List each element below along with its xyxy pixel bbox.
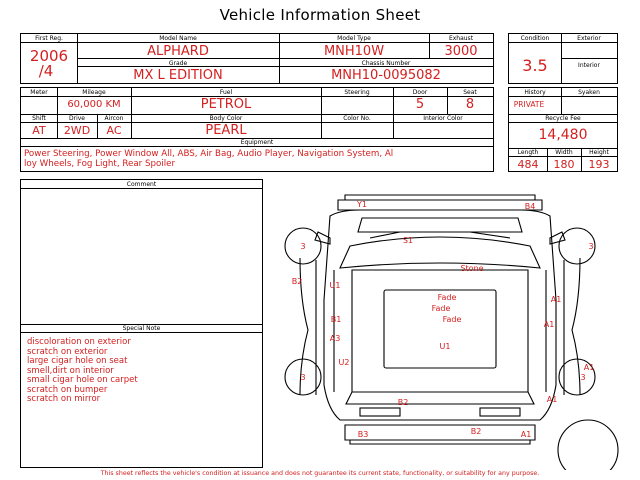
mark-wheel-rl: 3 — [300, 373, 306, 382]
comment-label: Comment — [126, 181, 157, 188]
special-note-item: scratch on bumper — [27, 384, 108, 395]
exhaust-label: Exhaust — [448, 35, 474, 42]
mark-a3: A3 — [329, 334, 341, 343]
car-damage-diagram — [268, 190, 620, 470]
recycle-label: Recycle Fee — [545, 115, 581, 122]
equipment-line-1: Power Steering, Power Window All, ABS, Air Bag, Audio Player, Navigation System, Al — [24, 149, 394, 159]
body-color-value: PEARL — [205, 123, 247, 138]
top-info-block — [20, 33, 494, 84]
mark-u2: U2 — [338, 358, 350, 367]
door-value: 5 — [415, 97, 425, 112]
mark-b2-bottom: B2 — [470, 427, 482, 436]
mark-a1-rr: A1 — [583, 363, 595, 372]
mark-fade-3: Fade — [442, 315, 462, 324]
sheet-title: Vehicle Information Sheet — [219, 6, 421, 24]
chassis-label: Chassis Number — [361, 60, 411, 67]
mark-wheel-rr: 3 — [580, 373, 586, 382]
drive-label: Drive — [69, 115, 85, 122]
fuel-label: Fuel — [219, 89, 233, 96]
width-value: 180 — [553, 158, 575, 171]
exhaust-value: 3000 — [444, 44, 478, 59]
model-type-label: Model Type — [337, 35, 371, 42]
mark-b2-rear: B2 — [397, 398, 409, 407]
length-value: 484 — [517, 158, 539, 171]
history-label: History — [524, 89, 546, 96]
first-reg-label: First Reg. — [35, 35, 63, 42]
height-value: 193 — [588, 158, 610, 171]
special-note-item: discoloration on exterior — [27, 337, 131, 347]
seat-label: Seat — [463, 89, 477, 96]
recycle-value: 14,480 — [538, 127, 588, 143]
mark-b4: B4 — [524, 202, 536, 211]
interior-color-label: Interior Color — [423, 115, 463, 122]
mark-b1: B1 — [330, 315, 342, 324]
meter-label: Meter — [30, 89, 48, 96]
seat-value: 8 — [465, 97, 475, 112]
height-label: Height — [589, 149, 609, 156]
special-note-item: small cigar hole on carpet — [27, 375, 138, 385]
mark-fade-2: Fade — [431, 304, 451, 313]
special-note-item: scratch on mirror — [27, 394, 101, 404]
mileage-label: Mileage — [82, 89, 106, 96]
syaken-label: Syaken — [578, 89, 600, 96]
mark-u1-left: U1 — [329, 281, 341, 290]
model-type-value: MNH10W — [323, 44, 385, 59]
door-label: Door — [412, 89, 428, 96]
shift-label: Shift — [32, 115, 46, 122]
history-value: PRIVATE — [513, 100, 545, 109]
length-label: Length — [517, 149, 539, 156]
special-note-list — [27, 338, 138, 405]
drive-value: 2WD — [63, 124, 91, 137]
mark-a1-right-mid: A1 — [543, 320, 555, 329]
exterior-label: Exterior — [577, 35, 601, 42]
special-note-label: Special Note — [122, 325, 161, 332]
condition-label: Condition — [520, 35, 550, 42]
model-name-value: ALPHARD — [147, 44, 209, 59]
aircon-value: AC — [106, 124, 122, 137]
mark-s1: S1 — [402, 236, 414, 245]
color-no-label: Color No. — [343, 115, 371, 122]
interior-label: Interior — [578, 62, 600, 69]
model-name-label: Model Name — [159, 35, 197, 42]
mark-stone: Stone — [460, 264, 484, 273]
equipment-label: Equipment — [240, 139, 274, 146]
spec-block — [20, 87, 494, 172]
condition-block — [508, 33, 618, 84]
special-note-item: large cigar hole on seat — [27, 356, 128, 366]
chassis-value: MNH10-0095082 — [331, 68, 441, 83]
first-reg-month: /4 — [38, 62, 54, 80]
mark-a1-right-upper: A1 — [550, 295, 562, 304]
mark-a1-right-low: A1 — [546, 395, 558, 404]
mileage-value: 60,000 KM — [67, 99, 121, 110]
shift-value: AT — [32, 124, 46, 137]
body-color-label: Body Color — [209, 115, 243, 122]
mark-a1-bottom: A1 — [520, 430, 532, 439]
mark-b2-left: B2 — [291, 277, 303, 286]
grade-value: MX L EDITION — [133, 68, 223, 83]
aircon-label: Aircon — [104, 115, 124, 122]
mark-wheel-fl: 3 — [300, 242, 306, 251]
mark-fade-1: Fade — [437, 293, 457, 302]
disclaimer-footer: This sheet reflects the vehicle's condition at issuance and does not guarantee its current state, functionality, or suitability for any purpose. — [100, 470, 540, 477]
first-reg-year: 2006 — [29, 47, 69, 65]
mark-y1: Y1 — [357, 200, 367, 209]
width-label: Width — [555, 149, 573, 156]
mark-b3: B3 — [357, 430, 369, 439]
special-note-item: smell,dirt on interior — [27, 365, 114, 376]
special-note-item: scratch on exterior — [27, 346, 108, 357]
history-block — [508, 87, 618, 172]
equipment-line-2: loy Wheels, Fog Light, Rear Spoiler — [24, 159, 176, 169]
condition-value: 3.5 — [522, 56, 548, 75]
steering-label: Steering — [344, 89, 370, 96]
comment-panel — [20, 179, 263, 468]
fuel-value: PETROL — [200, 97, 252, 112]
mark-wheel-fr: 3 — [588, 242, 594, 251]
grade-label: Grade — [168, 60, 188, 67]
mark-u1-center: U1 — [439, 342, 451, 351]
